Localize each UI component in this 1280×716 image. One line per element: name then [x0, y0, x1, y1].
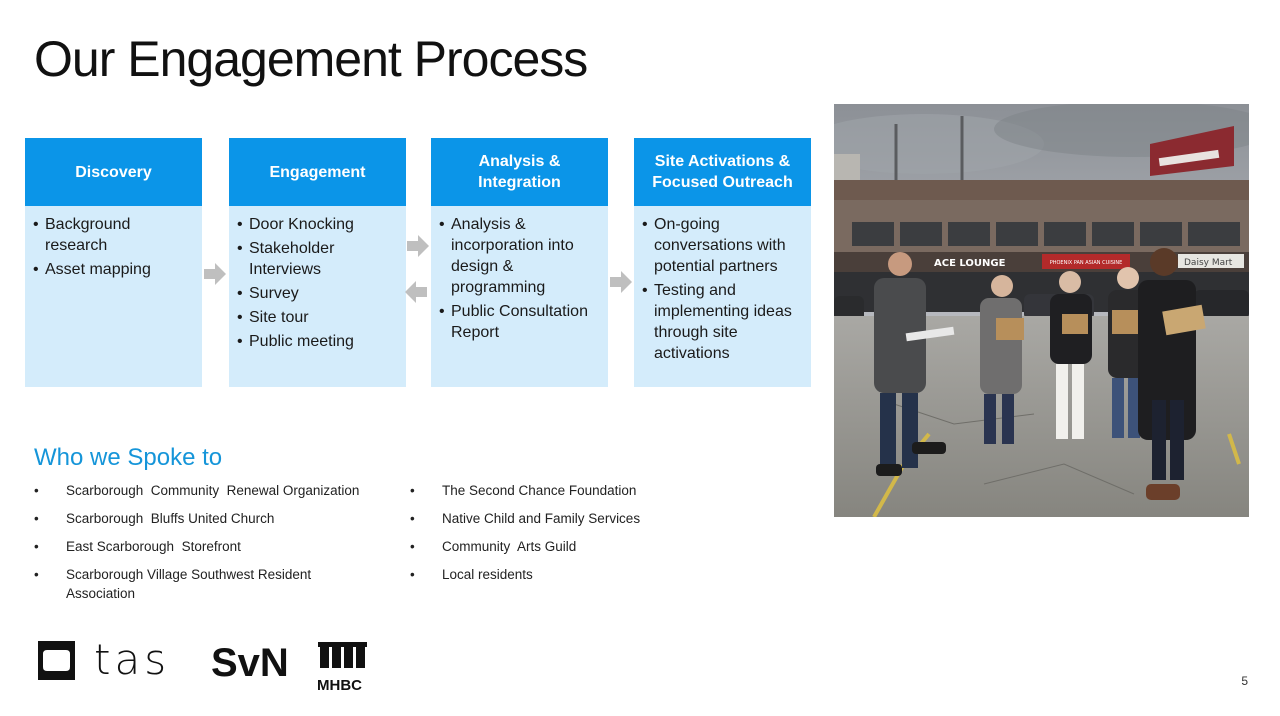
- list-item: • Site tour: [237, 307, 400, 328]
- list-item: • Survey: [237, 283, 400, 304]
- step-body: [634, 206, 811, 387]
- svg-text:tas: tas: [94, 638, 171, 684]
- step-header: Engagement: [229, 138, 406, 206]
- list-item: • The Second Chance Foundation: [410, 481, 770, 500]
- list-item: • Stakeholder Interviews: [237, 238, 400, 280]
- arrow-right-icon: [610, 271, 632, 293]
- list-item: • Local residents: [410, 565, 770, 584]
- arrow-left-icon: [405, 281, 427, 303]
- svg-text:SvN: SvN: [211, 641, 289, 685]
- list-item: • East Scarborough Storefront: [34, 537, 394, 556]
- list-item: • Background research: [33, 214, 196, 256]
- tas-logo: [38, 638, 170, 684]
- list-item: • Testing and implementing ideas through site activations: [642, 280, 805, 364]
- svn-logo: [211, 641, 289, 685]
- section-heading: Who we Spoke to: [34, 444, 223, 471]
- sign-text: ACE LOUNGE: [934, 258, 1006, 269]
- list-item: • On-going conversations with potential partners: [642, 214, 805, 277]
- list-item: • Scarborough Community Renewal Organization: [34, 481, 394, 500]
- team-photo: [834, 104, 1249, 517]
- list-item: • Native Child and Family Services: [410, 509, 770, 528]
- list-item: • Public Consultation Report: [439, 301, 602, 343]
- step-discovery: [25, 138, 202, 387]
- step-analysis-integration: [431, 138, 608, 387]
- list-item: • Analysis & incorporation into design & programming: [439, 214, 602, 298]
- step-header: Analysis & Integration: [431, 138, 608, 206]
- list-item: • Door Knocking: [237, 214, 400, 235]
- list-item: • Scarborough Village Southwest Resident Association: [34, 565, 346, 603]
- svg-text:MHBC: MHBC: [317, 677, 362, 694]
- page-number: 5: [1241, 674, 1248, 688]
- step-body: [229, 206, 406, 387]
- mhbc-logo: [317, 642, 367, 694]
- step-header: Discovery: [25, 138, 202, 206]
- sign-text: PHOENIX PAN ASIAN CUISINE: [1049, 260, 1123, 266]
- step-site-activations: [634, 138, 811, 387]
- partner-logos: [38, 638, 378, 698]
- step-engagement: [229, 138, 406, 387]
- slide-title: Our Engagement Process: [34, 31, 588, 87]
- sign-text: Daisy Mart: [1184, 258, 1233, 268]
- stakeholder-list-right: [410, 481, 770, 593]
- arrow-right-icon: [204, 263, 226, 285]
- step-body: [25, 206, 202, 387]
- list-item: • Community Arts Guild: [410, 537, 770, 556]
- list-item: • Public meeting: [237, 331, 400, 352]
- list-item: • Scarborough Bluffs United Church: [34, 509, 394, 528]
- step-header: Site Activations & Focused Outreach: [634, 138, 811, 206]
- step-body: [431, 206, 608, 387]
- arrow-right-icon: [407, 235, 429, 257]
- list-item: • Asset mapping: [33, 259, 196, 280]
- stakeholder-list-left: [34, 481, 394, 612]
